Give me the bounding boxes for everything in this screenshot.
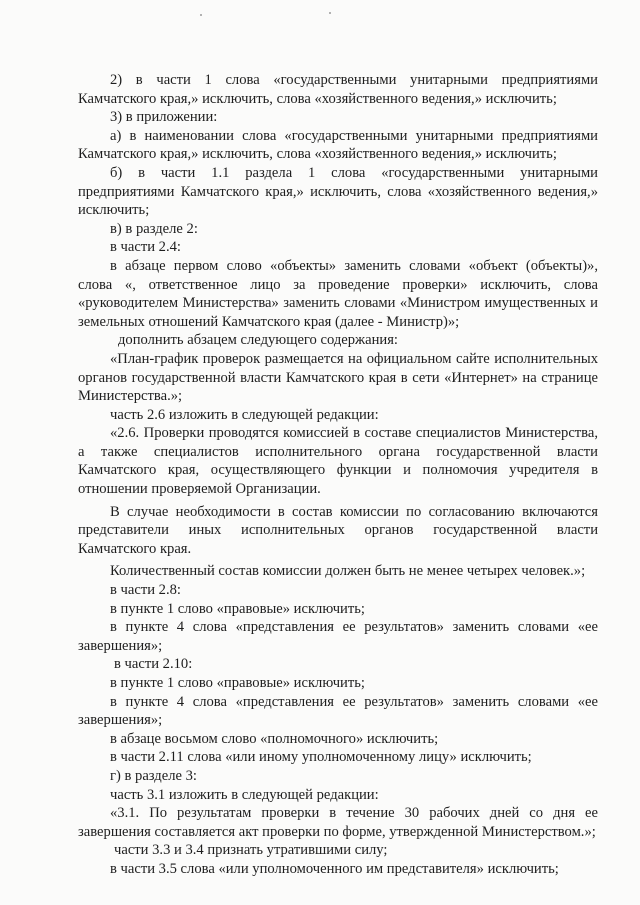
paragraph: в пункте 4 слова «представления ее результатов» заменить словами «ее завершения»;	[78, 693, 598, 729]
paragraph: б) в части 1.1 раздела 1 слова «государственными унитарными предприятиями Камчатского края,» исключить, слова «хозяйственного ведения,» исключить;	[78, 164, 598, 219]
paragraph: «2.6. Проверки проводятся комиссией в составе специалистов Министерства, а также специалистов исполнительного органа государственной власти Камчатского края, осуществляющего функции и полномочия учредителя в отношении проверяемой Организации.	[78, 425, 598, 498]
paragraph: В случае необходимости в состав комиссии по согласованию включаются представители иных исполнительных органов государственной власти Камчатского края.	[78, 503, 598, 557]
paragraph: часть 2.6 изложить в следующей редакции:	[110, 406, 379, 423]
paragraph: в части 2.8:	[110, 582, 181, 599]
paragraph: 2) в части 1 слова «государственными унитарными предприятиями Камчатского края,» исключить, слова «хозяйственного ведения,» исключить;	[78, 72, 598, 107]
scan-speck	[329, 12, 331, 14]
paragraph: «План-график проверок размещается на официальном сайте исполнительных органов государственной власти Камчатского края в сети «Интернет» на странице Министерства.»;	[78, 350, 598, 405]
paragraph: в части 2.10:	[114, 656, 193, 673]
document-body	[78, 71, 598, 879]
paragraph: «3.1. По результатам проверки в течение 30 рабочих дней со дня ее завершения составляется акт проверки по форме, утвержденной Министерством.»;	[78, 805, 598, 840]
paragraph: в абзаце первом слово «объекты» заменить словами «объект (объекты)», слова «, ответственное лицо за проведение проверки» исключить, слова «руководителем Министерства» заменить словами «Министром имущественных и земельных отношений Камчатского края (далее - Министр)»;	[78, 257, 598, 330]
paragraph: в пункте 1 слово «правовые» исключить;	[110, 675, 365, 691]
paragraph: в части 2.4:	[110, 239, 181, 256]
scan-speck	[200, 14, 202, 16]
paragraph: часть 3.1 изложить в следующей редакции:	[110, 786, 379, 803]
paragraph: 3) в приложении:	[110, 109, 218, 126]
paragraph: Количественный состав комиссии должен быть не менее четырех человек.»;	[110, 563, 586, 580]
paragraph: части 3.3 и 3.4 признать утратившими силу;	[114, 842, 388, 859]
paragraph: в пункте 1 слово «правовые» исключить;	[110, 600, 365, 617]
paragraph: в) в разделе 2:	[110, 220, 198, 237]
paragraph: в части 3.5 слова «или уполномоченного им представителя» исключить;	[110, 860, 559, 877]
paragraph: г) в разделе 3:	[110, 767, 197, 784]
paragraph: в абзаце восьмом слово «полномочного» исключить;	[110, 730, 439, 747]
paragraph: а) в наименовании слова «государственными унитарными предприятиями Камчатского края,» исключить, слова «хозяйственного ведения,» исключить;	[78, 127, 598, 163]
paragraph: в части 2.11 слова «или иному уполномоченному лицу» исключить;	[110, 749, 532, 766]
paragraph: в пункте 4 слова «представления ее результатов» заменить словами «ее завершения»;	[78, 619, 598, 654]
paragraph: дополнить абзацем следующего содержания:	[118, 332, 398, 349]
